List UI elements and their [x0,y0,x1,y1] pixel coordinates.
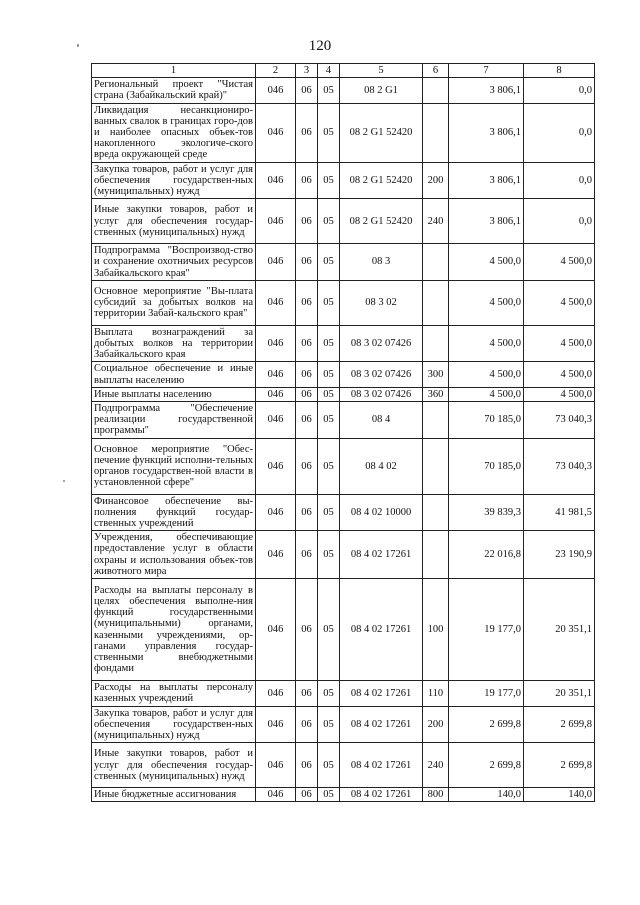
row-code-admin: 046 [256,788,296,802]
row-name: Социальное обеспечение и иные выплаты населению [92,362,256,387]
row-expense-type: 110 [423,681,449,706]
scan-speck [63,480,65,482]
row-amount-col8: 0,0 [524,199,595,244]
row-name: Учреждения, обеспечивающие предоставление услуг в области охраны и использования объек-тов животного мира [92,531,256,579]
row-target-article: 08 3 [340,244,423,281]
row-amount-col8: 41 981,5 [524,494,595,531]
row-target-article: 08 4 02 17261 [340,706,423,743]
row-name: Региональный проект "Чистая страна (Забайкальский край)" [92,78,256,103]
row-section: 06 [296,579,318,681]
row-target-article: 08 2 G1 52420 [340,103,423,162]
row-code-admin: 046 [256,362,296,387]
header-cell: 1 [92,64,256,78]
row-amount-col8: 4 500,0 [524,362,595,387]
row-name: Подпрограмма "Обеспечение реализации государственной программы" [92,402,256,439]
row-name: Основное мероприятие "Вы-плата субсидий за добытых волков на территории Забай-кальского края" [92,280,256,325]
row-amount-col7: 4 500,0 [449,362,524,387]
row-name: Основное мероприятие "Обес-печение функций исполни-тельных органов государствен-ной власти в установленной сфере" [92,438,256,494]
row-expense-type [423,494,449,531]
row-expense-type [423,325,449,362]
table-row [92,402,595,439]
row-section: 06 [296,103,318,162]
row-code-admin: 046 [256,387,296,401]
row-amount-col8: 140,0 [524,788,595,802]
row-code-admin: 046 [256,103,296,162]
row-target-article: 08 3 02 07426 [340,362,423,387]
row-amount-col8: 73 040,3 [524,402,595,439]
row-code-admin: 046 [256,438,296,494]
row-subsection: 05 [318,103,340,162]
row-amount-col7: 70 185,0 [449,438,524,494]
row-amount-col8: 2 699,8 [524,706,595,743]
row-target-article: 08 2 G1 52420 [340,199,423,244]
row-expense-type [423,438,449,494]
row-section: 06 [296,531,318,579]
row-subsection: 05 [318,325,340,362]
row-amount-col7: 3 806,1 [449,78,524,103]
row-target-article: 08 4 02 17261 [340,681,423,706]
row-name: Закупка товаров, работ и услуг для обеспечения государствен-ных (муниципальных) нужд [92,162,256,199]
row-target-article: 08 4 02 10000 [340,494,423,531]
row-name: Подпрограмма "Воспроизвод-ство и сохранение охотничьих ресурсов Забайкальского края" [92,244,256,281]
row-subsection: 05 [318,199,340,244]
row-amount-col8: 20 351,1 [524,681,595,706]
budget-table [91,63,595,802]
row-amount-col7: 2 699,8 [449,743,524,788]
row-amount-col8: 0,0 [524,162,595,199]
row-section: 06 [296,162,318,199]
row-subsection: 05 [318,579,340,681]
header-cell: 3 [296,64,318,78]
header-cell: 5 [340,64,423,78]
row-code-admin: 046 [256,681,296,706]
row-expense-type: 360 [423,387,449,401]
row-name: Иные выплаты населению [92,387,256,401]
row-code-admin: 046 [256,494,296,531]
row-amount-col7: 19 177,0 [449,579,524,681]
row-section: 06 [296,78,318,103]
row-name: Иные бюджетные ассигнования [92,788,256,802]
row-amount-col7: 19 177,0 [449,681,524,706]
row-expense-type [423,78,449,103]
row-subsection: 05 [318,162,340,199]
row-expense-type: 200 [423,706,449,743]
scan-speck [77,44,79,47]
table-row [92,362,595,387]
row-subsection: 05 [318,244,340,281]
table-row [92,162,595,199]
row-target-article: 08 4 [340,402,423,439]
row-amount-col7: 2 699,8 [449,706,524,743]
table-row [92,788,595,802]
row-section: 06 [296,743,318,788]
row-code-admin: 046 [256,531,296,579]
row-amount-col8: 2 699,8 [524,743,595,788]
row-amount-col7: 22 016,8 [449,531,524,579]
row-section: 06 [296,199,318,244]
row-subsection: 05 [318,743,340,788]
row-amount-col7: 3 806,1 [449,199,524,244]
row-section: 06 [296,280,318,325]
row-target-article: 08 4 02 17261 [340,788,423,802]
row-amount-col7: 70 185,0 [449,402,524,439]
header-cell: 4 [318,64,340,78]
row-expense-type: 240 [423,743,449,788]
row-subsection: 05 [318,280,340,325]
row-section: 06 [296,706,318,743]
row-expense-type: 800 [423,788,449,802]
row-target-article: 08 4 02 [340,438,423,494]
row-code-admin: 046 [256,579,296,681]
row-subsection: 05 [318,387,340,401]
row-expense-type: 200 [423,162,449,199]
row-amount-col7: 140,0 [449,788,524,802]
row-target-article: 08 4 02 17261 [340,579,423,681]
row-subsection: 05 [318,494,340,531]
row-name: Расходы на выплаты персоналу казенных учреждений [92,681,256,706]
row-name: Закупка товаров, работ и услуг для обеспечения государствен-ных (муниципальных) нужд [92,706,256,743]
row-name: Иные закупки товаров, работ и услуг для обеспечения государ-ственных (муниципальных) нужд [92,199,256,244]
row-target-article: 08 3 02 07426 [340,387,423,401]
header-cell: 2 [256,64,296,78]
row-amount-col8: 20 351,1 [524,579,595,681]
row-section: 06 [296,387,318,401]
row-subsection: 05 [318,78,340,103]
row-code-admin: 046 [256,706,296,743]
table-row [92,199,595,244]
row-expense-type [423,402,449,439]
row-subsection: 05 [318,438,340,494]
row-section: 06 [296,325,318,362]
table-row [92,531,595,579]
row-code-admin: 046 [256,244,296,281]
page-number: 120 [308,38,332,54]
row-code-admin: 046 [256,280,296,325]
row-section: 06 [296,494,318,531]
row-name: Расходы на выплаты персоналу в целях обеспечения выполне-ния функций государственными (муниципальными) органами, казенными учреждениями, ор-ганами управления государ-ственными внебюджетными фондами [92,579,256,681]
row-section: 06 [296,244,318,281]
row-amount-col7: 4 500,0 [449,325,524,362]
row-subsection: 05 [318,362,340,387]
table-row [92,280,595,325]
row-section: 06 [296,788,318,802]
row-name: Ликвидация несанкциониро-ванных свалок в границах горо-дов и наиболее опасных объек-тов накопленного экологиче-ского вреда окружающей среде [92,103,256,162]
row-code-admin: 046 [256,402,296,439]
row-code-admin: 046 [256,78,296,103]
table-row [92,325,595,362]
row-code-admin: 046 [256,743,296,788]
row-code-admin: 046 [256,199,296,244]
row-amount-col7: 39 839,3 [449,494,524,531]
row-target-article: 08 2 G1 52420 [340,162,423,199]
row-target-article: 08 3 02 [340,280,423,325]
row-amount-col8: 0,0 [524,103,595,162]
row-amount-col7: 3 806,1 [449,103,524,162]
row-expense-type [423,280,449,325]
row-amount-col7: 4 500,0 [449,280,524,325]
row-expense-type [423,244,449,281]
table-row [92,103,595,162]
row-amount-col7: 3 806,1 [449,162,524,199]
header-cell: 8 [524,64,595,78]
row-name: Финансовое обеспечение вы-полнения функций государ-ственных учреждений [92,494,256,531]
row-section: 06 [296,402,318,439]
row-amount-col7: 4 500,0 [449,244,524,281]
table-row [92,78,595,103]
row-name: Иные закупки товаров, работ и услуг для обеспечения государ-ственных (муниципальных) нужд [92,743,256,788]
row-amount-col8: 23 190,9 [524,531,595,579]
row-subsection: 05 [318,788,340,802]
row-expense-type: 240 [423,199,449,244]
row-target-article: 08 4 02 17261 [340,531,423,579]
row-amount-col8: 4 500,0 [524,244,595,281]
header-cell: 7 [449,64,524,78]
table-row [92,244,595,281]
table-row [92,494,595,531]
row-code-admin: 046 [256,325,296,362]
row-subsection: 05 [318,531,340,579]
row-section: 06 [296,438,318,494]
row-code-admin: 046 [256,162,296,199]
table-row [92,438,595,494]
row-section: 06 [296,681,318,706]
table-row [92,706,595,743]
row-target-article: 08 3 02 07426 [340,325,423,362]
row-amount-col8: 4 500,0 [524,325,595,362]
table-row [92,681,595,706]
row-amount-col8: 4 500,0 [524,280,595,325]
row-expense-type [423,103,449,162]
row-target-article: 08 2 G1 [340,78,423,103]
row-expense-type: 300 [423,362,449,387]
header-row [92,64,595,78]
header-cell: 6 [423,64,449,78]
row-subsection: 05 [318,706,340,743]
row-amount-col8: 73 040,3 [524,438,595,494]
row-section: 06 [296,362,318,387]
table-row [92,579,595,681]
row-amount-col7: 4 500,0 [449,387,524,401]
table-row [92,387,595,401]
row-amount-col8: 0,0 [524,78,595,103]
row-subsection: 05 [318,681,340,706]
row-expense-type: 100 [423,579,449,681]
row-amount-col8: 4 500,0 [524,387,595,401]
table-row [92,743,595,788]
row-subsection: 05 [318,402,340,439]
row-target-article: 08 4 02 17261 [340,743,423,788]
row-name: Выплата вознаграждений за добытых волков на территории Забайкальского края [92,325,256,362]
row-expense-type [423,531,449,579]
